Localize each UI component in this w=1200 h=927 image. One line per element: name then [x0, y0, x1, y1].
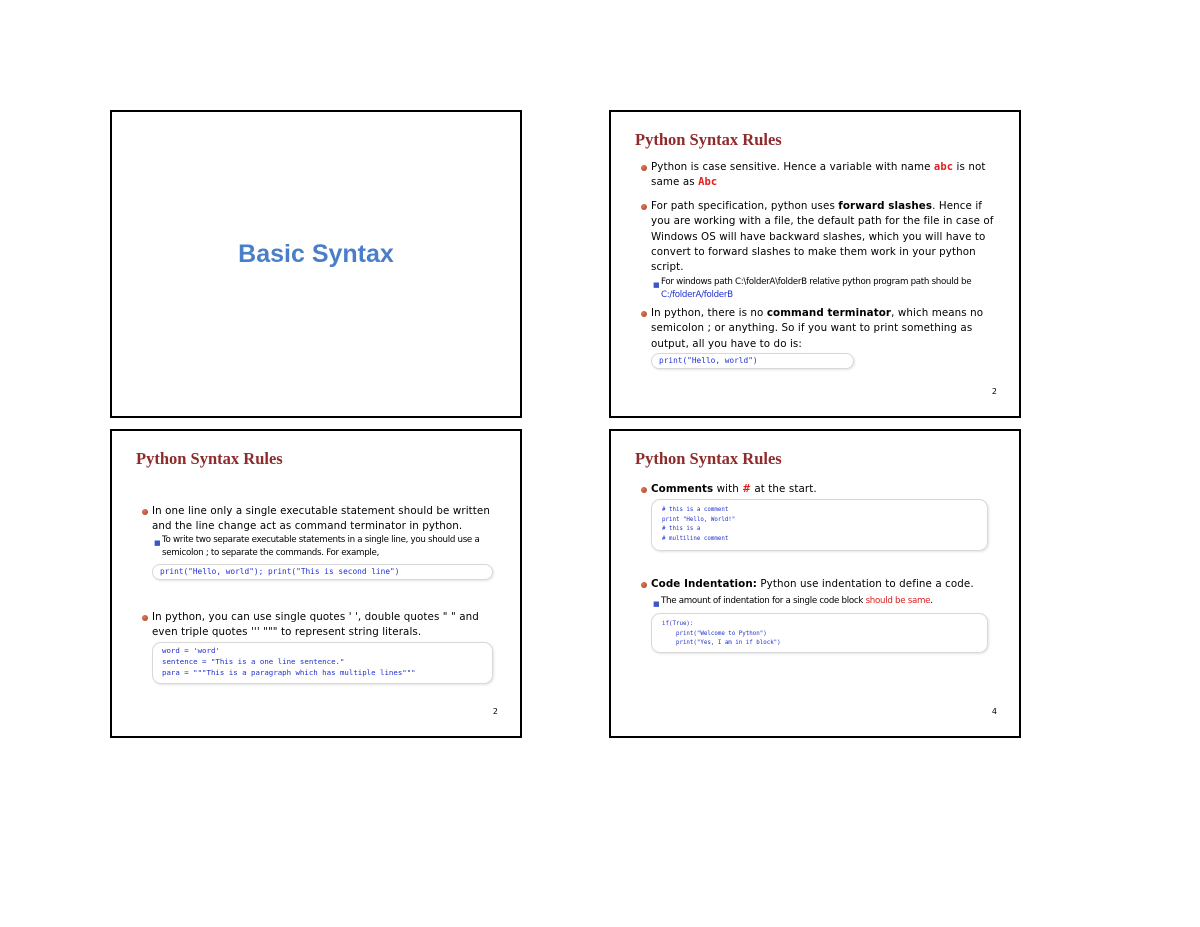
bullet-dot-icon — [641, 165, 647, 171]
bullet-string-quotes: In python, you can use single quotes ' ', double quotes " " and even triple quotes ''' """ to represent string literals. — [152, 610, 497, 641]
code-box-comments: # this is a comment print "Hello, World!" # this is a # multiline comment — [651, 499, 988, 551]
path-example: C:/folderA/folderB — [661, 289, 733, 300]
page-number: 2 — [492, 707, 498, 716]
bullet-single-statement: In one line only a single executable statement should be written and the line change act as command terminator in python. — [152, 504, 497, 535]
page-number: 2 — [991, 387, 997, 396]
sub-bullet-indentation: ■ The amount of indentation for a single code block should be same. — [661, 595, 991, 608]
sub-bullet-semicolon: ■ To write two separate executable statements in a single line, you should use a semicolon ; to separate the commands. For example, — [154, 535, 480, 558]
sub-bullet-icon: ■ — [154, 539, 161, 547]
cover-title: Basic Syntax — [238, 240, 394, 268]
page-number: 4 — [991, 707, 997, 716]
var-abc: abc — [933, 161, 954, 173]
var-Abc: Abc — [698, 176, 718, 189]
slide-4 — [609, 429, 1021, 738]
slide-3 — [110, 429, 522, 738]
slide-title: Python Syntax Rules — [635, 449, 782, 468]
code-box-indentation: if(True): print("Welcome to Python") print("Yes, I am in if block") — [651, 613, 988, 653]
slide-title: Python Syntax Rules — [635, 130, 782, 149]
bullet-dot-icon — [142, 509, 148, 515]
slide-cover — [110, 110, 522, 418]
bullet-dot-icon — [641, 311, 647, 317]
bullet-case-sensitive: Python is case sensitive. Hence a variable with name abc is not same as Abc — [651, 160, 991, 191]
bullet-dot-icon — [641, 487, 647, 493]
bullet-code-indentation: Code Indentation: Python use indentation to define a code. — [651, 577, 991, 592]
bullet-comments: Comments with # at the start. — [651, 482, 991, 497]
slide-2 — [609, 110, 1021, 418]
slide-title: Python Syntax Rules — [136, 449, 283, 468]
bullet-forward-slashes: For path specification, python uses forward slashes. Hence if you are working with a file, the default path for the file in case of Windows OS will have backward slashes, which you will have to convert to forward slashes to make them work in your python script. — [651, 199, 996, 275]
sub-bullet-windows-path: ■ For windows path C:\folderA\folderB relative python program path should be C:/folderA/folderB — [653, 277, 972, 300]
sub-bullet-icon: ■ — [653, 281, 660, 289]
bullet-dot-icon — [641, 582, 647, 588]
bullet-dot-icon — [641, 204, 647, 210]
code-box-two-statements: print("Hello, world"); print("This is second line") — [152, 564, 493, 580]
bullet-dot-icon — [142, 615, 148, 621]
code-box-strings: word = 'word' sentence = "This is a one line sentence." para = """This is a paragraph which has multiple lines""" — [152, 642, 493, 684]
sub-bullet-icon: ■ — [653, 600, 660, 608]
code-box-print: print("Hello, world") — [651, 353, 854, 369]
bullet-no-terminator: In python, there is no command terminator, which means no semicolon ; or anything. So if you want to print something as output, all you have to do is: — [651, 306, 991, 352]
